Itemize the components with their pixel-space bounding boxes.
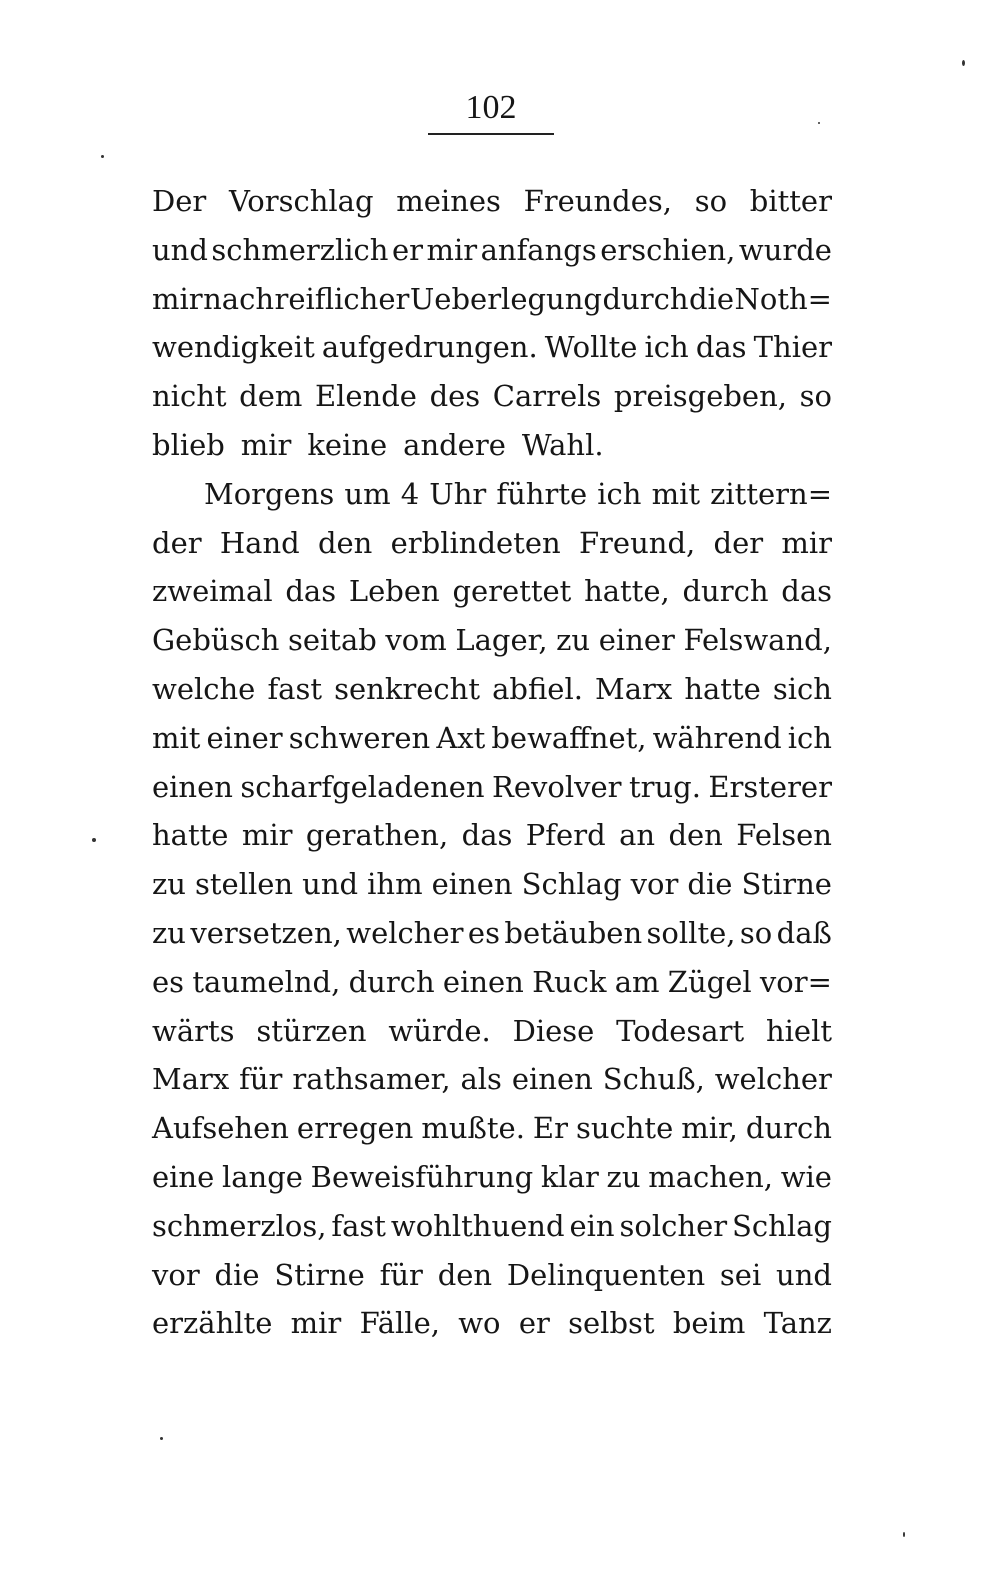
word: Delinquenten <box>506 1257 706 1292</box>
word: fast <box>331 1208 386 1243</box>
page-number: 102 <box>465 89 517 126</box>
word: und <box>152 232 208 267</box>
word: daß <box>776 915 832 950</box>
word: preisgeben, <box>613 379 787 414</box>
word: an <box>619 818 656 853</box>
word: vor <box>630 867 679 902</box>
word: und <box>776 1257 832 1292</box>
word: zu <box>152 867 186 902</box>
word: der <box>152 525 202 560</box>
word: während <box>652 720 782 755</box>
word: als <box>460 1062 502 1097</box>
word: Schlag <box>521 867 622 902</box>
word: einen <box>152 769 233 804</box>
word: stellen <box>195 867 294 902</box>
word: Morgens <box>204 476 335 511</box>
text-line <box>152 1153 832 1202</box>
word: Felswand, <box>683 623 832 658</box>
word: zittern= <box>710 476 832 511</box>
word: mir, <box>681 1111 738 1146</box>
word: das <box>695 330 747 365</box>
word: keine <box>307 427 388 462</box>
paper-speck <box>101 155 104 158</box>
word: es <box>152 964 185 999</box>
paper-speck <box>962 60 965 66</box>
word: solcher <box>619 1208 728 1243</box>
word: blieb <box>152 427 225 462</box>
word: Schuß, <box>602 1062 705 1097</box>
word: Ersterer <box>708 769 832 804</box>
text-line <box>152 616 832 665</box>
word: taumelnd, <box>192 964 341 999</box>
word: Axt <box>436 720 486 755</box>
word: vor= <box>759 964 832 999</box>
word: hatte, <box>584 574 670 609</box>
word: Wollte <box>544 330 638 365</box>
text-line <box>152 372 832 421</box>
word: erzählte <box>152 1306 273 1341</box>
word: ich <box>644 330 689 365</box>
word: andere <box>403 427 506 462</box>
word: Ueberlegung <box>409 281 602 316</box>
word: machen, <box>648 1159 773 1194</box>
word: selbst <box>568 1306 655 1341</box>
word: mit <box>152 720 201 755</box>
word: beim <box>672 1306 746 1341</box>
word: erschien, <box>600 232 736 267</box>
page-number-rule <box>428 133 554 135</box>
word: anfangs <box>480 232 597 267</box>
word: Marx <box>595 671 673 706</box>
word: mir <box>426 232 478 267</box>
word: durch <box>348 964 435 999</box>
word: welcher <box>714 1062 832 1097</box>
word: zu <box>556 623 591 658</box>
word: Aufsehen <box>152 1111 289 1146</box>
word: ich <box>597 476 642 511</box>
text-line <box>152 323 832 372</box>
word: Freund, <box>578 525 696 560</box>
word: zweimal <box>152 574 273 609</box>
word: zu <box>606 1159 641 1194</box>
word: vom <box>385 623 447 658</box>
word: lange <box>221 1159 303 1194</box>
word: durch <box>745 1111 832 1146</box>
word: gerettet <box>452 574 572 609</box>
word: führte <box>496 476 588 511</box>
word: reiflicher <box>274 281 410 316</box>
word: ihm <box>367 867 423 902</box>
word: trug. <box>628 769 701 804</box>
word: schweren <box>288 720 431 755</box>
word: schmerzlos, <box>152 1208 327 1243</box>
word: versetzen, <box>190 915 342 950</box>
word: Vorschlag <box>229 184 374 218</box>
text-line <box>152 811 832 860</box>
word: Wahl. <box>521 427 604 462</box>
word: schmerzlich <box>211 232 389 267</box>
word: Tanz <box>763 1306 832 1341</box>
word: Gebüsch <box>152 623 280 658</box>
word: welche <box>152 671 256 706</box>
word: Stirne <box>741 867 832 902</box>
word: mir <box>290 1306 342 1341</box>
word: der <box>713 525 764 560</box>
text-line <box>152 275 832 324</box>
word: mir <box>152 281 203 316</box>
paper-speck <box>903 1532 905 1537</box>
word: Elende <box>314 379 417 414</box>
word: Carrels <box>492 379 602 414</box>
word: mit <box>651 476 701 511</box>
word: am <box>614 964 660 999</box>
word: so <box>694 184 728 218</box>
word: den <box>317 525 373 560</box>
word: meines <box>396 184 501 218</box>
word: einen <box>511 1062 593 1097</box>
word: hielt <box>765 1013 832 1048</box>
word: Uhr <box>429 476 487 511</box>
word: hatte <box>152 818 229 853</box>
word: einer <box>206 720 283 755</box>
text-line <box>152 1007 832 1056</box>
text-line <box>152 567 832 616</box>
word: einen <box>431 867 513 902</box>
word: ich <box>787 720 832 755</box>
word: er <box>518 1306 550 1341</box>
word: wendigkeit <box>152 330 315 365</box>
text-line <box>152 226 832 275</box>
word: das <box>781 574 832 609</box>
text-line <box>152 763 832 812</box>
text-line <box>152 421 832 470</box>
word: mir <box>240 427 292 462</box>
word: ein <box>569 1208 615 1243</box>
word: für <box>379 1257 423 1292</box>
word: durch <box>682 574 769 609</box>
word: suchte <box>575 1111 674 1146</box>
paper-speck <box>160 1437 163 1440</box>
word: gerathen, <box>305 818 449 853</box>
word: welcher <box>346 915 464 950</box>
word: und <box>302 867 359 902</box>
text-line <box>152 1299 832 1348</box>
word: bitter <box>749 184 832 218</box>
word: das <box>285 574 337 609</box>
word: den <box>437 1257 493 1292</box>
word: sich <box>772 671 832 706</box>
text-line <box>152 958 832 1007</box>
word: des <box>429 379 481 414</box>
word: Lager, <box>455 623 548 658</box>
word: durch <box>602 281 689 316</box>
word: für <box>239 1062 283 1097</box>
word: würde. <box>388 1013 491 1048</box>
text-line <box>152 177 832 226</box>
word: wie <box>780 1159 832 1194</box>
word: Thier <box>753 330 832 365</box>
word: Er <box>532 1111 568 1146</box>
word: Pferd <box>525 818 606 853</box>
word: Leben <box>348 574 440 609</box>
word: Zügel <box>667 964 752 999</box>
word: aufgedrungen. <box>321 330 538 365</box>
word: Hand <box>219 525 300 560</box>
word: Schlag <box>732 1208 832 1243</box>
word: die <box>687 867 733 902</box>
word: sollte, <box>646 915 736 950</box>
word: wärts <box>152 1013 235 1048</box>
word: um <box>344 476 391 511</box>
word: zu <box>152 915 186 950</box>
text-line <box>152 1202 832 1251</box>
word: wurde <box>738 232 832 267</box>
word: vor <box>152 1257 200 1292</box>
word: erblindeten <box>390 525 561 560</box>
word: Beweisführung <box>310 1159 534 1194</box>
word: die <box>214 1257 260 1292</box>
word: erregen <box>296 1111 414 1146</box>
word: Stirne <box>274 1257 365 1292</box>
text-line <box>152 1055 832 1104</box>
text-line <box>152 470 832 519</box>
word: abfiel. <box>492 671 583 706</box>
body-text <box>152 177 832 1348</box>
word: Noth= <box>734 281 832 316</box>
text-line <box>152 714 832 763</box>
word: wo <box>458 1306 501 1341</box>
word: Felsen <box>736 818 832 853</box>
word: Revolver <box>492 769 622 804</box>
word: einen <box>442 964 524 999</box>
word: Fälle, <box>359 1306 440 1341</box>
word: Ruck <box>532 964 607 999</box>
word: sei <box>719 1257 762 1292</box>
word: wohlthuend <box>390 1208 565 1243</box>
word: den <box>668 818 723 853</box>
word: mußte. <box>421 1111 525 1146</box>
word: 4 <box>400 476 420 511</box>
word: Freundes, <box>523 184 672 218</box>
word: so <box>799 379 832 414</box>
word: Todesart <box>616 1013 745 1048</box>
word: nicht <box>152 379 227 414</box>
word: dem <box>239 379 303 414</box>
word: das <box>461 818 513 853</box>
text-line <box>152 519 832 568</box>
word: rathsamer, <box>292 1062 451 1097</box>
text-line <box>152 1251 832 1300</box>
word: so <box>739 915 773 950</box>
word: hatte <box>684 671 761 706</box>
word: scharfgeladenen <box>240 769 485 804</box>
paper-speck <box>92 838 96 842</box>
word: Diese <box>512 1013 595 1048</box>
text-line <box>152 1104 832 1153</box>
word: seitab <box>287 623 377 658</box>
word: die <box>688 281 734 316</box>
word: einer <box>598 623 675 658</box>
text-line <box>152 909 832 958</box>
word: Der <box>152 184 207 218</box>
paper-speck <box>818 122 820 124</box>
word: mir <box>781 525 832 560</box>
word: klar <box>540 1159 599 1194</box>
word: betäuben <box>504 915 643 950</box>
word: stürzen <box>256 1013 367 1048</box>
word: fast <box>267 671 322 706</box>
word: Marx <box>152 1062 230 1097</box>
word: er <box>391 232 423 267</box>
word: senkrecht <box>334 671 480 706</box>
word: eine <box>152 1159 215 1194</box>
text-line <box>152 860 832 909</box>
word: nach <box>203 281 275 316</box>
word: mir <box>241 818 293 853</box>
text-line <box>152 665 832 714</box>
word: bewaffnet, <box>491 720 647 755</box>
word: es <box>467 915 500 950</box>
